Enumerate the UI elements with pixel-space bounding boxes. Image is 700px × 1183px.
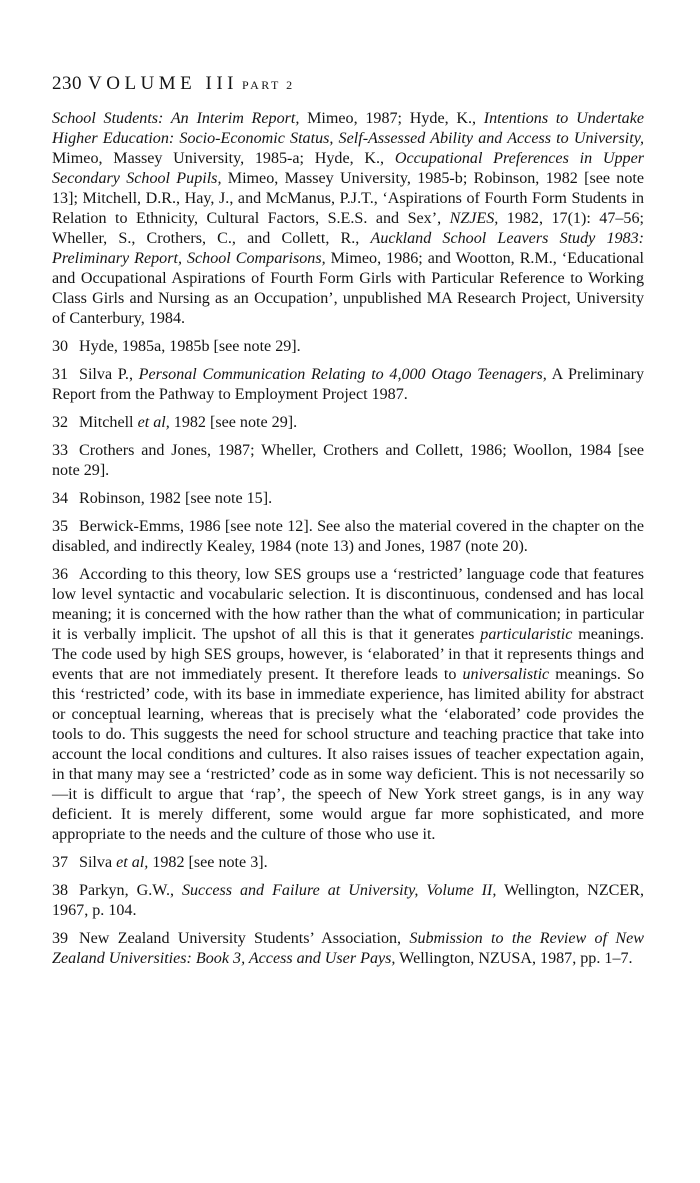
endnote-text: Wellington, NZCER, 1967, p. 104. [52, 882, 644, 919]
endnote-31 [52, 365, 644, 405]
endnote-number: 34 [52, 490, 69, 507]
endnote-text: meanings. The code used by high SES groups, however, is ‘elaborated’ in that it represents things and events that are not immediately present. It therefore leads to [52, 626, 644, 683]
endnote-title-italic: universalistic [462, 666, 550, 683]
endnote-title-italic: particularistic [480, 626, 573, 643]
endnote-text: Crothers and Jones, 1987; Wheller, Crothers and Collett, 1986; Woollon, 1984 [see note 29]. [52, 442, 644, 479]
running-head [52, 74, 644, 93]
part-label: PART 2 [242, 78, 295, 92]
endnote-title-italic: Occupational Preferences in Upper Secondary School Pupils, [52, 150, 644, 187]
endnote-text: Mimeo, 1987; Hyde, K., [299, 110, 484, 127]
endnote-text: meanings. So this ‘restricted’ code, with its base in immediate experience, has limited ability for abstract or conceptual learning, whereas that is precisely what the ‘elaborated’ code provides the tools to do. This suggests the need for school structure and teaching practice that take into account the local conditions and cultures. It also raises issues of teacher expectation again, in that many may see a ‘restricted’ code as in some way deficient. This is not necessarily so—it is difficult to argue that ‘rap’, the speech of New York street gangs, is in any way deficient. It is merely different, some would argue far more sophisticated, and more appropriate to the needs and the culture of those who use it. [52, 666, 645, 843]
endnote-34 [52, 489, 644, 509]
endnote-text: New Zealand University Students’ Association, [79, 930, 410, 947]
endnote-text: 1982 [see note 3]. [148, 854, 268, 871]
volume-label: VOLUME III [88, 73, 239, 94]
endnote-number: 39 [52, 930, 69, 947]
endnote-36 [52, 565, 644, 845]
endnote-text: Parkyn, G.W., [79, 882, 182, 899]
endnotes-list [52, 109, 644, 969]
endnote-number: 33 [52, 442, 69, 459]
book-page [52, 74, 644, 977]
endnote-33 [52, 441, 644, 481]
endnote-title-italic: et al, [116, 854, 149, 871]
endnote-title-italic: et al, [137, 414, 170, 431]
endnote-30 [52, 337, 644, 357]
endnote-text: 1982, 17(1): 47–56; Wheller, S., Crothers, C., and Collett, R., [52, 210, 644, 247]
endnote-text: Robinson, 1982 [see note 15]. [79, 490, 273, 507]
endnote-text: Silva [79, 854, 117, 871]
page-number: 230 [52, 73, 82, 94]
endnote-number: 35 [52, 518, 69, 535]
endnote-title-italic: Intentions to Undertake Higher Education: Socio-Economic Status, Self-Assessed Ability and Access to University, [52, 110, 644, 147]
endnote-35 [52, 517, 644, 557]
endnote-text: Hyde, 1985a, 1985b [see note 29]. [79, 338, 301, 355]
endnote-text: Mimeo, 1986; and Wootton, R.M., ‘Educational and Occupational Aspirations of Fourth Form Girls with Particular Reference to Working Class Girls and Nursing as an Occupation’, unpublished MA Research Project, University of Canterbury, 1984. [52, 250, 645, 327]
endnote-number: 32 [52, 414, 69, 431]
endnote-text: According to this theory, low SES groups use a ‘restricted’ language code that features low level syntactic and vocabularic selection. It is discontinuous, condensed and has local meaning; it is concerned with the how rather than the what of communication; in particular it is verbally implicit. The upshot of all this is that it generates [52, 566, 644, 643]
endnote-title-italic: Personal Communication Relating to 4,000 Otago Teenagers, [138, 366, 547, 383]
endnote-continued [52, 109, 644, 329]
endnote-number: 36 [52, 566, 69, 583]
endnote-39 [52, 929, 644, 969]
endnote-title-italic: NZJES, [449, 210, 499, 227]
endnote-text: Berwick-Emms, 1986 [see note 12]. See also the material covered in the chapter on the disabled, and indirectly Kealey, 1984 (note 13) and Jones, 1987 (note 20). [52, 518, 644, 555]
endnote-title-italic: Submission to the Review of New Zealand Universities: Book 3, Access and User Pays, [52, 930, 644, 967]
endnote-32 [52, 413, 644, 433]
endnote-number: 30 [52, 338, 69, 355]
endnote-38 [52, 881, 644, 921]
endnote-number: 38 [52, 882, 69, 899]
endnote-text: Mimeo, Massey University, 1985-a; Hyde, K., [52, 150, 395, 167]
endnote-text: A Preliminary Report from the Pathway to Employment Project 1987. [52, 366, 645, 403]
endnote-text: Wellington, NZUSA, 1987, pp. 1–7. [395, 950, 633, 967]
endnote-title-italic: Success and Failure at University, Volume II, [181, 882, 497, 899]
endnote-text: Mitchell [79, 414, 138, 431]
endnote-text: 1982 [see note 29]. [169, 414, 298, 431]
endnote-number: 37 [52, 854, 69, 871]
endnote-title-italic: School Students: An Interim Report, [52, 110, 300, 127]
endnote-text: Silva P., [79, 366, 139, 383]
endnote-number: 31 [52, 366, 69, 383]
endnote-title-italic: Auckland School Leavers Study 1983: Preliminary Report, School Comparisons, [52, 230, 644, 267]
endnote-37 [52, 853, 644, 873]
endnote-text: Mimeo, Massey University, 1985-b; Robinson, 1982 [see note 13]; Mitchell, D.R., Hay, J., and McManus, P.J.T., ‘Aspirations of Fourth Form Students in Relation to Ethnicity, Cultural Factors, S.E.S. and Sex’, [52, 170, 644, 227]
